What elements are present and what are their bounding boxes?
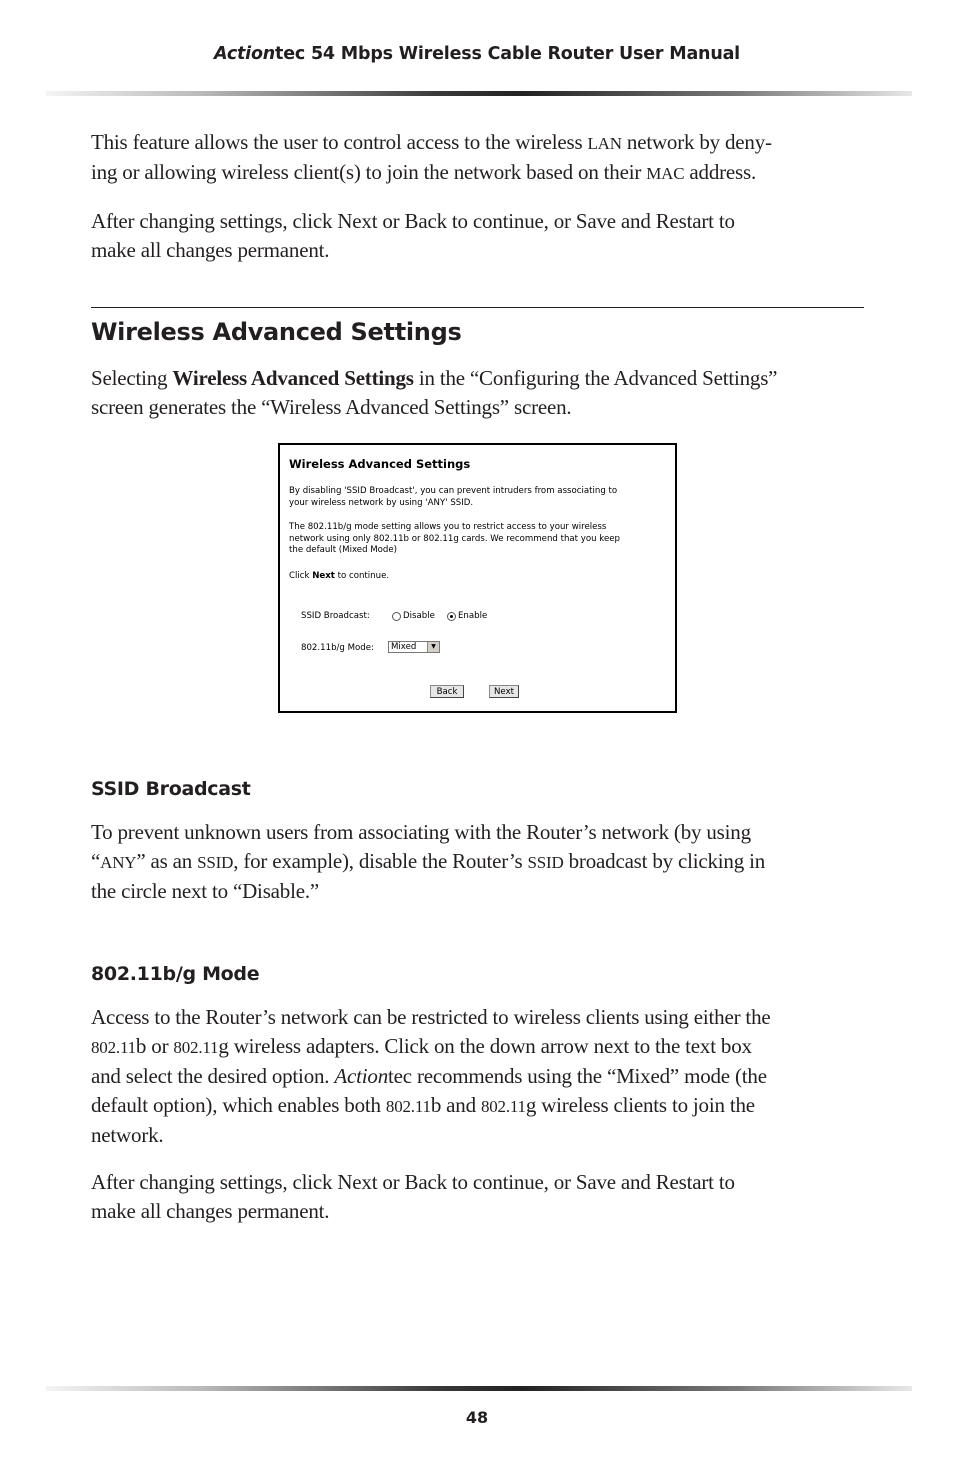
text: After changing settings, click Next or Back to continue, or Save and Restart to — [91, 209, 735, 233]
ssid-heading: SSID Broadcast — [91, 778, 251, 800]
text: b or — [135, 1034, 174, 1058]
screenshot-paragraph-1 — [289, 486, 669, 509]
ssid-disable-label: Disable — [403, 611, 435, 621]
text-bold: Next — [312, 571, 335, 581]
ssid-disable-radio[interactable] — [392, 612, 401, 621]
text: the default (Mixed Mode) — [289, 545, 398, 555]
text: the circle next to “Disable.” — [91, 879, 320, 903]
text: in the “Configuring the Advanced Settings” — [413, 366, 778, 390]
text: address. — [684, 160, 757, 184]
text: Click — [289, 571, 313, 581]
intro-paragraph-1 — [91, 128, 871, 188]
text: By disabling 'SSID Broadcast', you can prevent intruders from associating to — [289, 486, 618, 496]
footer-rule — [46, 1386, 912, 1391]
text: default option), which enables both — [91, 1093, 386, 1117]
text-smallcaps: SSID — [197, 853, 234, 872]
screenshot-title: Wireless Advanced Settings — [289, 457, 471, 471]
text: network. — [91, 1123, 164, 1147]
text-smallcaps: 802.11 — [385, 1097, 431, 1116]
running-header — [0, 44, 954, 64]
mode-select[interactable] — [388, 641, 440, 653]
ssid-enable-label: Enable — [458, 611, 488, 621]
text: “ — [91, 849, 101, 873]
text-smallcaps: ANY — [100, 853, 137, 872]
text: broadcast by clicking in — [563, 849, 766, 873]
text: and select the desired option. — [91, 1064, 335, 1088]
screenshot-paragraph-3 — [289, 571, 669, 583]
text: b and — [430, 1093, 481, 1117]
text: screen generates the “Wireless Advanced Settings” screen. — [91, 395, 572, 419]
next-button[interactable]: Next — [489, 685, 519, 698]
text: network by deny- — [621, 130, 772, 154]
text: network using only 802.11b or 802.11g cards. We recommend that you keep — [289, 533, 620, 544]
intro-paragraph-2 — [91, 207, 871, 265]
text: Selecting — [91, 366, 173, 390]
text: , for example), disable the Router’s — [233, 849, 528, 873]
text-smallcaps: 802.11 — [91, 1038, 136, 1057]
mode-select-value: Mixed — [391, 642, 417, 652]
back-button[interactable]: Back — [430, 685, 464, 698]
text: your wireless network by using 'ANY' SSID. — [289, 497, 474, 508]
text-smallcaps: 802.11 — [480, 1097, 526, 1116]
text: ” as an — [136, 849, 198, 873]
text-smallcaps: 802.11 — [173, 1038, 219, 1057]
ssid-paragraph — [91, 818, 871, 906]
chevron-down-icon[interactable]: ▼ — [427, 642, 439, 652]
text: g wireless adapters. Click on the down arrow next to the text box — [218, 1034, 752, 1058]
embedded-screenshot — [278, 443, 677, 713]
header-brand: Action — [214, 44, 276, 64]
text: make all changes permanent. — [91, 1199, 330, 1223]
text-smallcaps: SSID — [527, 853, 564, 872]
header-title: tec 54 Mbps Wireless Cable Router User Manual — [275, 44, 740, 64]
section-paragraph — [91, 364, 871, 422]
mode-paragraph-1 — [91, 1003, 871, 1150]
mode-label: 802.11b/g Mode: — [301, 643, 374, 653]
text: g wireless clients to join the — [525, 1093, 755, 1117]
text: to continue. — [334, 571, 390, 581]
mode-paragraph-2 — [91, 1168, 871, 1226]
section-title: Wireless Advanced Settings — [91, 318, 462, 346]
text: To prevent unknown users from associating with the Router’s network (by using — [91, 820, 751, 844]
text-smallcaps: LAN — [587, 134, 622, 153]
ssid-broadcast-label: SSID Broadcast: — [301, 611, 370, 621]
text-bold: Wireless Advanced Settings — [172, 366, 414, 390]
text: This feature allows the user to control access to the wireless — [91, 130, 588, 154]
text: ing or allowing wireless client(s) to join the network based on their — [91, 160, 647, 184]
text-italic: Action — [334, 1064, 389, 1088]
screenshot-paragraph-2 — [289, 522, 669, 557]
header-rule — [46, 91, 912, 96]
text-smallcaps: MAC — [646, 164, 685, 183]
section-divider — [91, 307, 864, 308]
mode-heading: 802.11b/g Mode — [91, 963, 260, 985]
page-number: 48 — [465, 1408, 489, 1427]
text: tec recommends using the “Mixed” mode (the — [388, 1064, 767, 1088]
text: The 802.11b/g mode setting allows you to restrict access to your wireless — [289, 522, 607, 532]
text: make all changes permanent. — [91, 238, 330, 262]
text: After changing settings, click Next or Back to continue, or Save and Restart to — [91, 1170, 735, 1194]
ssid-enable-radio[interactable] — [447, 612, 456, 621]
text: Access to the Router’s network can be restricted to wireless clients using either the — [91, 1005, 771, 1029]
